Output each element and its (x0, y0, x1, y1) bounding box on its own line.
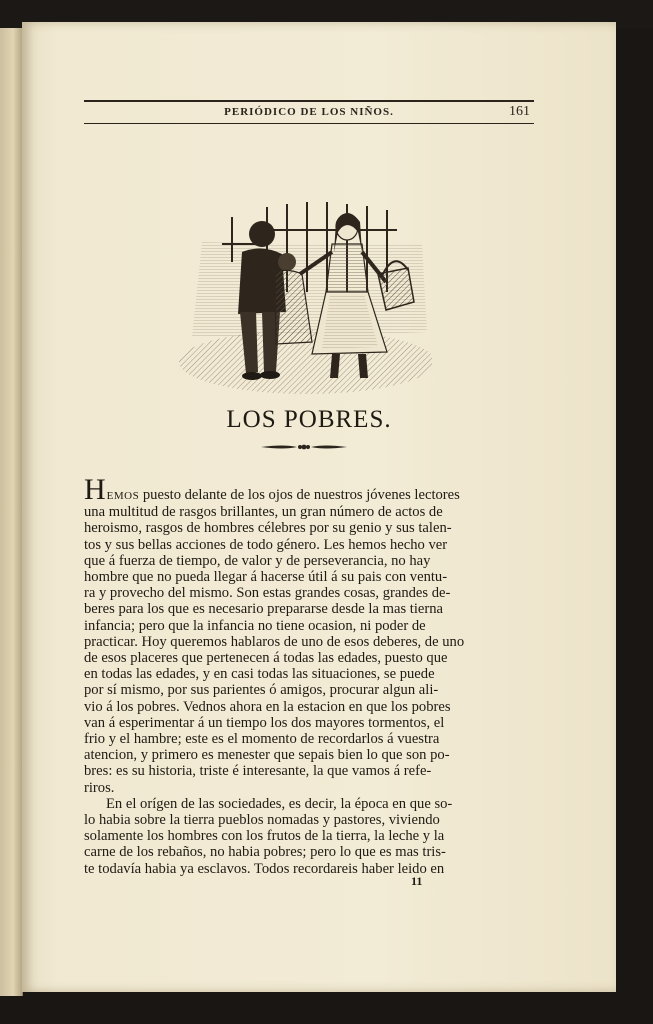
paragraph-line: por sí mismo, por sus parientes ó amigos, procurar algun ali- (84, 682, 439, 699)
signature-mark: 11 (411, 874, 423, 888)
paragraph-line: vio á los pobres. Vednos ahora en la estacion en que los pobres (84, 698, 451, 715)
article-body (84, 473, 540, 877)
paragraph-line: bres: es su historia, triste é interesante, la que vamos á refe- (84, 763, 432, 780)
paragraph-line: van á esperimentar á un tiempo los dos mayores tormentos, el (84, 714, 445, 731)
paragraph-line: carne de los rebaños, no habia pobres; pero lo que es mas tris- (84, 844, 446, 861)
drop-cap: H (84, 473, 106, 506)
first-line-text: puesto delante de los ojos de nuestros jóvenes lectores (139, 487, 460, 503)
paragraph-line: heroismo, rasgos de hombres célebres por su genio y sus talen- (84, 520, 452, 537)
paragraph-line: tos y sus bellas acciones de todo género. Les hemos hecho ver (84, 536, 448, 553)
paragraph-line: beres para los que es necesario prepararse desde la mas tierna (84, 601, 443, 618)
running-head-title: PERIÓDICO DE LOS NIÑOS. (224, 106, 394, 118)
two-children-engraving-icon (172, 182, 432, 402)
paragraph-line: de esos placeres que pertenecen á todas las edades, puesto que (84, 650, 448, 667)
paragraph-line: en todas las edades, y en casi todas las situaciones, se puede (84, 666, 435, 683)
paragraph-line: hombre que no pueda llegar á hacerse útil á su pais con ventu- (84, 569, 448, 586)
paragraph-line: riros. (84, 779, 115, 796)
ornament-divider-icon (259, 440, 349, 454)
page-number: 161 (509, 104, 530, 119)
paragraph-line (84, 473, 540, 506)
paragraph-line: En el orígen de las sociedades, es decir, la época en que so- (106, 795, 453, 812)
paragraph-line: atencion, y primero es menester que sepais bien lo que son po- (84, 747, 450, 764)
paragraph-line: una multitud de rasgos brillantes, un gran número de actos de (84, 504, 443, 521)
paragraph-line: ra y provecho del mismo. Son estas grandes cosas, grandes de- (84, 585, 451, 602)
paragraph-line: solamente los hombres con los frutos de la tierra, la leche y la (84, 828, 445, 845)
paragraph-line: practicar. Hoy queremos hablaros de uno de esos deberes, de uno (84, 633, 465, 650)
paragraph-line: te todavía habia ya esclavos. Todos recordareis haber leido en (84, 860, 445, 877)
book-page (22, 22, 616, 992)
article-title: LOS POBRES. (226, 406, 392, 433)
facing-page-edge (0, 28, 23, 996)
paragraph-line: infancia; pero que la infancia no tiene ocasion, ni poder de (84, 617, 426, 634)
paragraph-line: frio y el hambre; este es el momento de recordarlos á vuestra (84, 731, 440, 748)
smallcaps-word: EMOS (106, 490, 140, 502)
running-head (84, 106, 534, 122)
header-rule-top (84, 100, 534, 102)
paragraph-line: lo habia sobre la tierra pueblos nomadas y pastores, viviendo (84, 812, 440, 829)
header-rule-bottom (84, 123, 534, 124)
paragraph-line: que á fuerza de tiempo, de valor y de perseverancia, no hay (84, 552, 431, 569)
